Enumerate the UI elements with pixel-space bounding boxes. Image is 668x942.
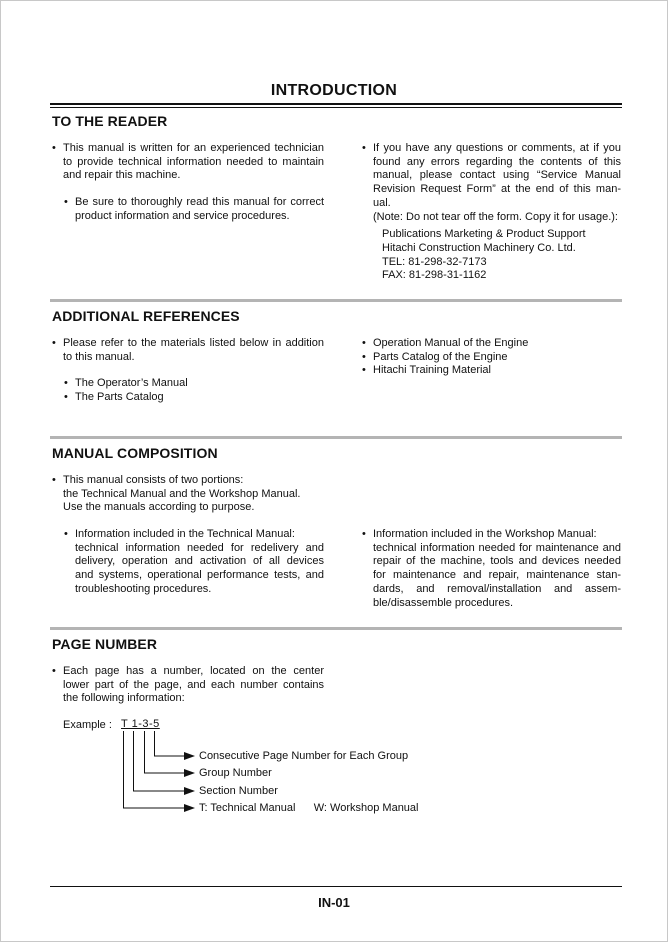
legend-group-number: Group Number <box>199 767 272 779</box>
title-rule-thick <box>50 103 622 105</box>
contact-line: TEL: 81-298-32-7173 <box>382 255 487 268</box>
reader-contact-line: • If you have any questions or comments, at if you <box>373 142 621 154</box>
reader-left-column <box>52 142 324 224</box>
page-number-bullet <box>52 665 324 706</box>
references-list-item-label: • Hitachi Training Material <box>373 364 491 377</box>
contact-line: Hitachi Construction Machinery Co. Ltd. <box>382 241 576 254</box>
reader-contact-bullet <box>362 142 621 283</box>
composition-technical-bullet <box>64 528 324 597</box>
composition-workshop-line: for maintenance and repair, maintenance stan- <box>373 569 621 582</box>
reader-sub-bullet-line: product information and service procedures. <box>75 209 290 222</box>
composition-workshop-line: ble/disassemble procedures. <box>373 596 514 609</box>
section-heading-manual-composition: MANUAL COMPOSITION <box>52 445 218 461</box>
composition-intro-line: the Technical Manual and the Workshop Manual. <box>63 487 301 500</box>
composition-intro-line: Use the manuals according to purpose. <box>63 501 255 514</box>
reader-bullet-line: and repair this machine. <box>63 169 181 182</box>
section-heading-additional-references: ADDITIONAL REFERENCES <box>52 308 240 324</box>
references-list-item-label: • The Operator’s Manual <box>75 377 188 390</box>
composition-technical-line: technical information needed for redelivery and <box>75 541 324 554</box>
page-number: IN-01 <box>318 895 350 910</box>
reader-sub-bullet-line: • Be sure to thoroughly read this manual for correct <box>75 196 324 209</box>
references-list-item <box>64 391 324 405</box>
composition-technical-line: • Information included in the Technical Manual: <box>75 528 295 540</box>
reader-contact-line: manual, please contact using “Service Manual <box>373 169 621 182</box>
composition-workshop-manual <box>362 528 621 610</box>
composition-workshop-line: dards, and removal/installation and assem- <box>373 582 621 595</box>
references-bullet-line: • Please refer to the materials listed below in addition <box>63 337 324 349</box>
composition-technical-line: and systems, operational performance tests, and <box>75 569 324 582</box>
footer-rule <box>50 886 622 887</box>
references-list-item <box>362 364 621 378</box>
legend-section-number: Section Number <box>199 785 278 797</box>
composition-workshop-line: • Information included in the Workshop Manual: <box>373 528 597 540</box>
example-code: T 1-3-5 <box>121 718 160 730</box>
references-list-item-label: • Parts Catalog of the Engine <box>373 350 508 363</box>
page-number-line: the following information: <box>63 692 185 705</box>
composition-technical-line: delivery, operation and activation of all devices <box>75 555 324 568</box>
page-number-line: • Each page has a number, located on the center <box>63 665 324 677</box>
contact-line: Publications Marketing & Product Support <box>382 228 586 241</box>
contact-line: FAX: 81-298-31-1162 <box>382 269 487 282</box>
reader-contact-line: ual. <box>373 196 391 209</box>
reader-sub-bullet <box>64 196 324 223</box>
references-list-item <box>362 337 621 351</box>
references-list-item <box>64 377 324 391</box>
reader-contact-line: found any errors regarding the contents of this <box>373 155 621 168</box>
references-bullet-line: to this manual. <box>63 350 135 363</box>
section-heading-page-number: PAGE NUMBER <box>52 636 158 652</box>
references-bullet <box>52 337 324 364</box>
legend-manual-type: T: Technical Manual W: Workshop Manual <box>199 802 419 814</box>
composition-workshop-line: technical information needed for maintenance and <box>373 541 621 554</box>
reader-bullet-line: to provide technical information needed to maintain <box>63 155 324 168</box>
title-rule-thin <box>50 107 622 108</box>
reader-note: (Note: Do not tear off the form. Copy it for usage.): <box>373 210 618 223</box>
composition-workshop-line: repair of the machine, tools and devices needed <box>373 555 621 568</box>
composition-intro <box>52 474 324 515</box>
composition-technical-manual <box>64 528 324 597</box>
section-divider <box>50 299 622 302</box>
reader-right-column <box>362 142 621 283</box>
composition-workshop-bullet <box>362 528 621 610</box>
page-number-description <box>52 665 324 706</box>
reader-bullet-line: • This manual is written for an experienced technician <box>63 142 324 154</box>
section-divider <box>50 436 622 439</box>
references-left-column <box>52 337 324 405</box>
references-list-item-label: • Operation Manual of the Engine <box>373 337 529 349</box>
example-label: Example : <box>63 719 112 731</box>
reader-contact-line: Revision Request Form” at the end of this man- <box>373 183 621 196</box>
composition-intro-bullet <box>52 474 324 515</box>
legend-page-number: Consecutive Page Number for Each Group <box>199 750 409 762</box>
section-divider <box>50 627 622 630</box>
references-right-column <box>362 337 621 378</box>
page-number-line: lower part of the page, and each number contains <box>63 678 324 691</box>
reader-bullet <box>52 142 324 183</box>
section-heading-to-the-reader: TO THE READER <box>52 113 168 129</box>
references-list-item <box>362 351 621 365</box>
page-title: INTRODUCTION <box>270 82 398 99</box>
references-list-item-label: • The Parts Catalog <box>75 391 164 404</box>
composition-intro-line: • This manual consists of two portions: <box>63 474 244 486</box>
contact-block <box>373 228 621 283</box>
composition-technical-line: troubleshooting procedures. <box>75 582 212 595</box>
